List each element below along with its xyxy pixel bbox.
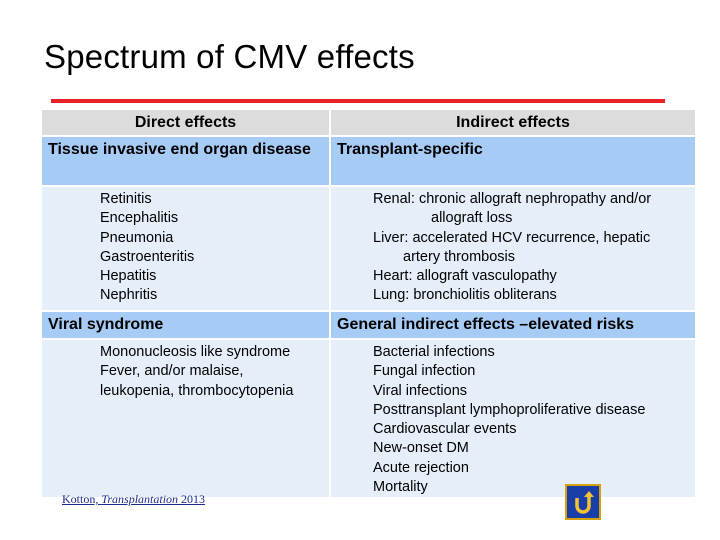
list-item: Fungal infection: [373, 363, 476, 380]
list-item: Posttransplant lymphoproliferative disease: [373, 401, 646, 418]
list-item: Mononucleosis like syndrome: [100, 344, 291, 360]
general-indirect-list: [331, 340, 695, 497]
indirect-effects-header: Indirect effects: [331, 110, 695, 135]
page-title: Spectrum of CMV effects: [44, 38, 415, 75]
transplant-specific-list: [331, 187, 695, 310]
citation-year: 2013: [178, 492, 206, 506]
list-item: Acute rejection: [373, 459, 469, 476]
list-item: Pneumonia: [100, 229, 174, 246]
list-item: Fever, and/or malaise,: [100, 363, 244, 380]
list-item: Hepatitis: [100, 268, 157, 285]
list-item: Encephalitis: [100, 210, 179, 227]
list-item: leukopenia, thrombocytopenia: [100, 382, 294, 399]
u-turn-arrow-icon: [570, 489, 596, 515]
list-item: Renal: chronic allograft nephropathy and/or: [373, 191, 652, 207]
list-item: Lung: bronchiolitis obliterans: [373, 287, 557, 304]
direct-effects-header: Direct effects: [42, 110, 329, 135]
viral-syndrome-list: [42, 340, 329, 497]
citation-link[interactable]: [62, 492, 205, 507]
general-indirect-heading: General indirect effects –elevated risks: [331, 312, 695, 338]
list-item: Liver: accelerated HCV recurrence, hepatic: [373, 229, 651, 246]
return-button[interactable]: [565, 484, 601, 520]
list-item: Retinitis: [100, 191, 152, 207]
citation-author: Kotton,: [62, 492, 102, 506]
transplant-specific-heading: Transplant-specific: [331, 137, 695, 185]
list-item: Gastroenteritis: [100, 248, 195, 265]
list-item: Viral infections: [373, 382, 468, 399]
list-item: allograft loss: [431, 210, 513, 227]
list-item: Cardiovascular events: [373, 421, 517, 438]
list-item: New-onset DM: [373, 440, 469, 457]
list-item: artery thrombosis: [403, 248, 516, 265]
tissue-invasive-heading: Tissue invasive end organ disease: [42, 137, 329, 185]
list-item: Mortality: [373, 479, 428, 496]
list-item: Nephritis: [100, 287, 158, 304]
citation-journal: Transplantation: [101, 492, 179, 506]
viral-syndrome-heading: Viral syndrome: [42, 312, 329, 338]
list-item: Bacterial infections: [373, 344, 495, 360]
tissue-invasive-list: [42, 187, 329, 310]
list-item: Heart: allograft vasculopathy: [373, 268, 557, 285]
title-underline: [51, 99, 665, 103]
